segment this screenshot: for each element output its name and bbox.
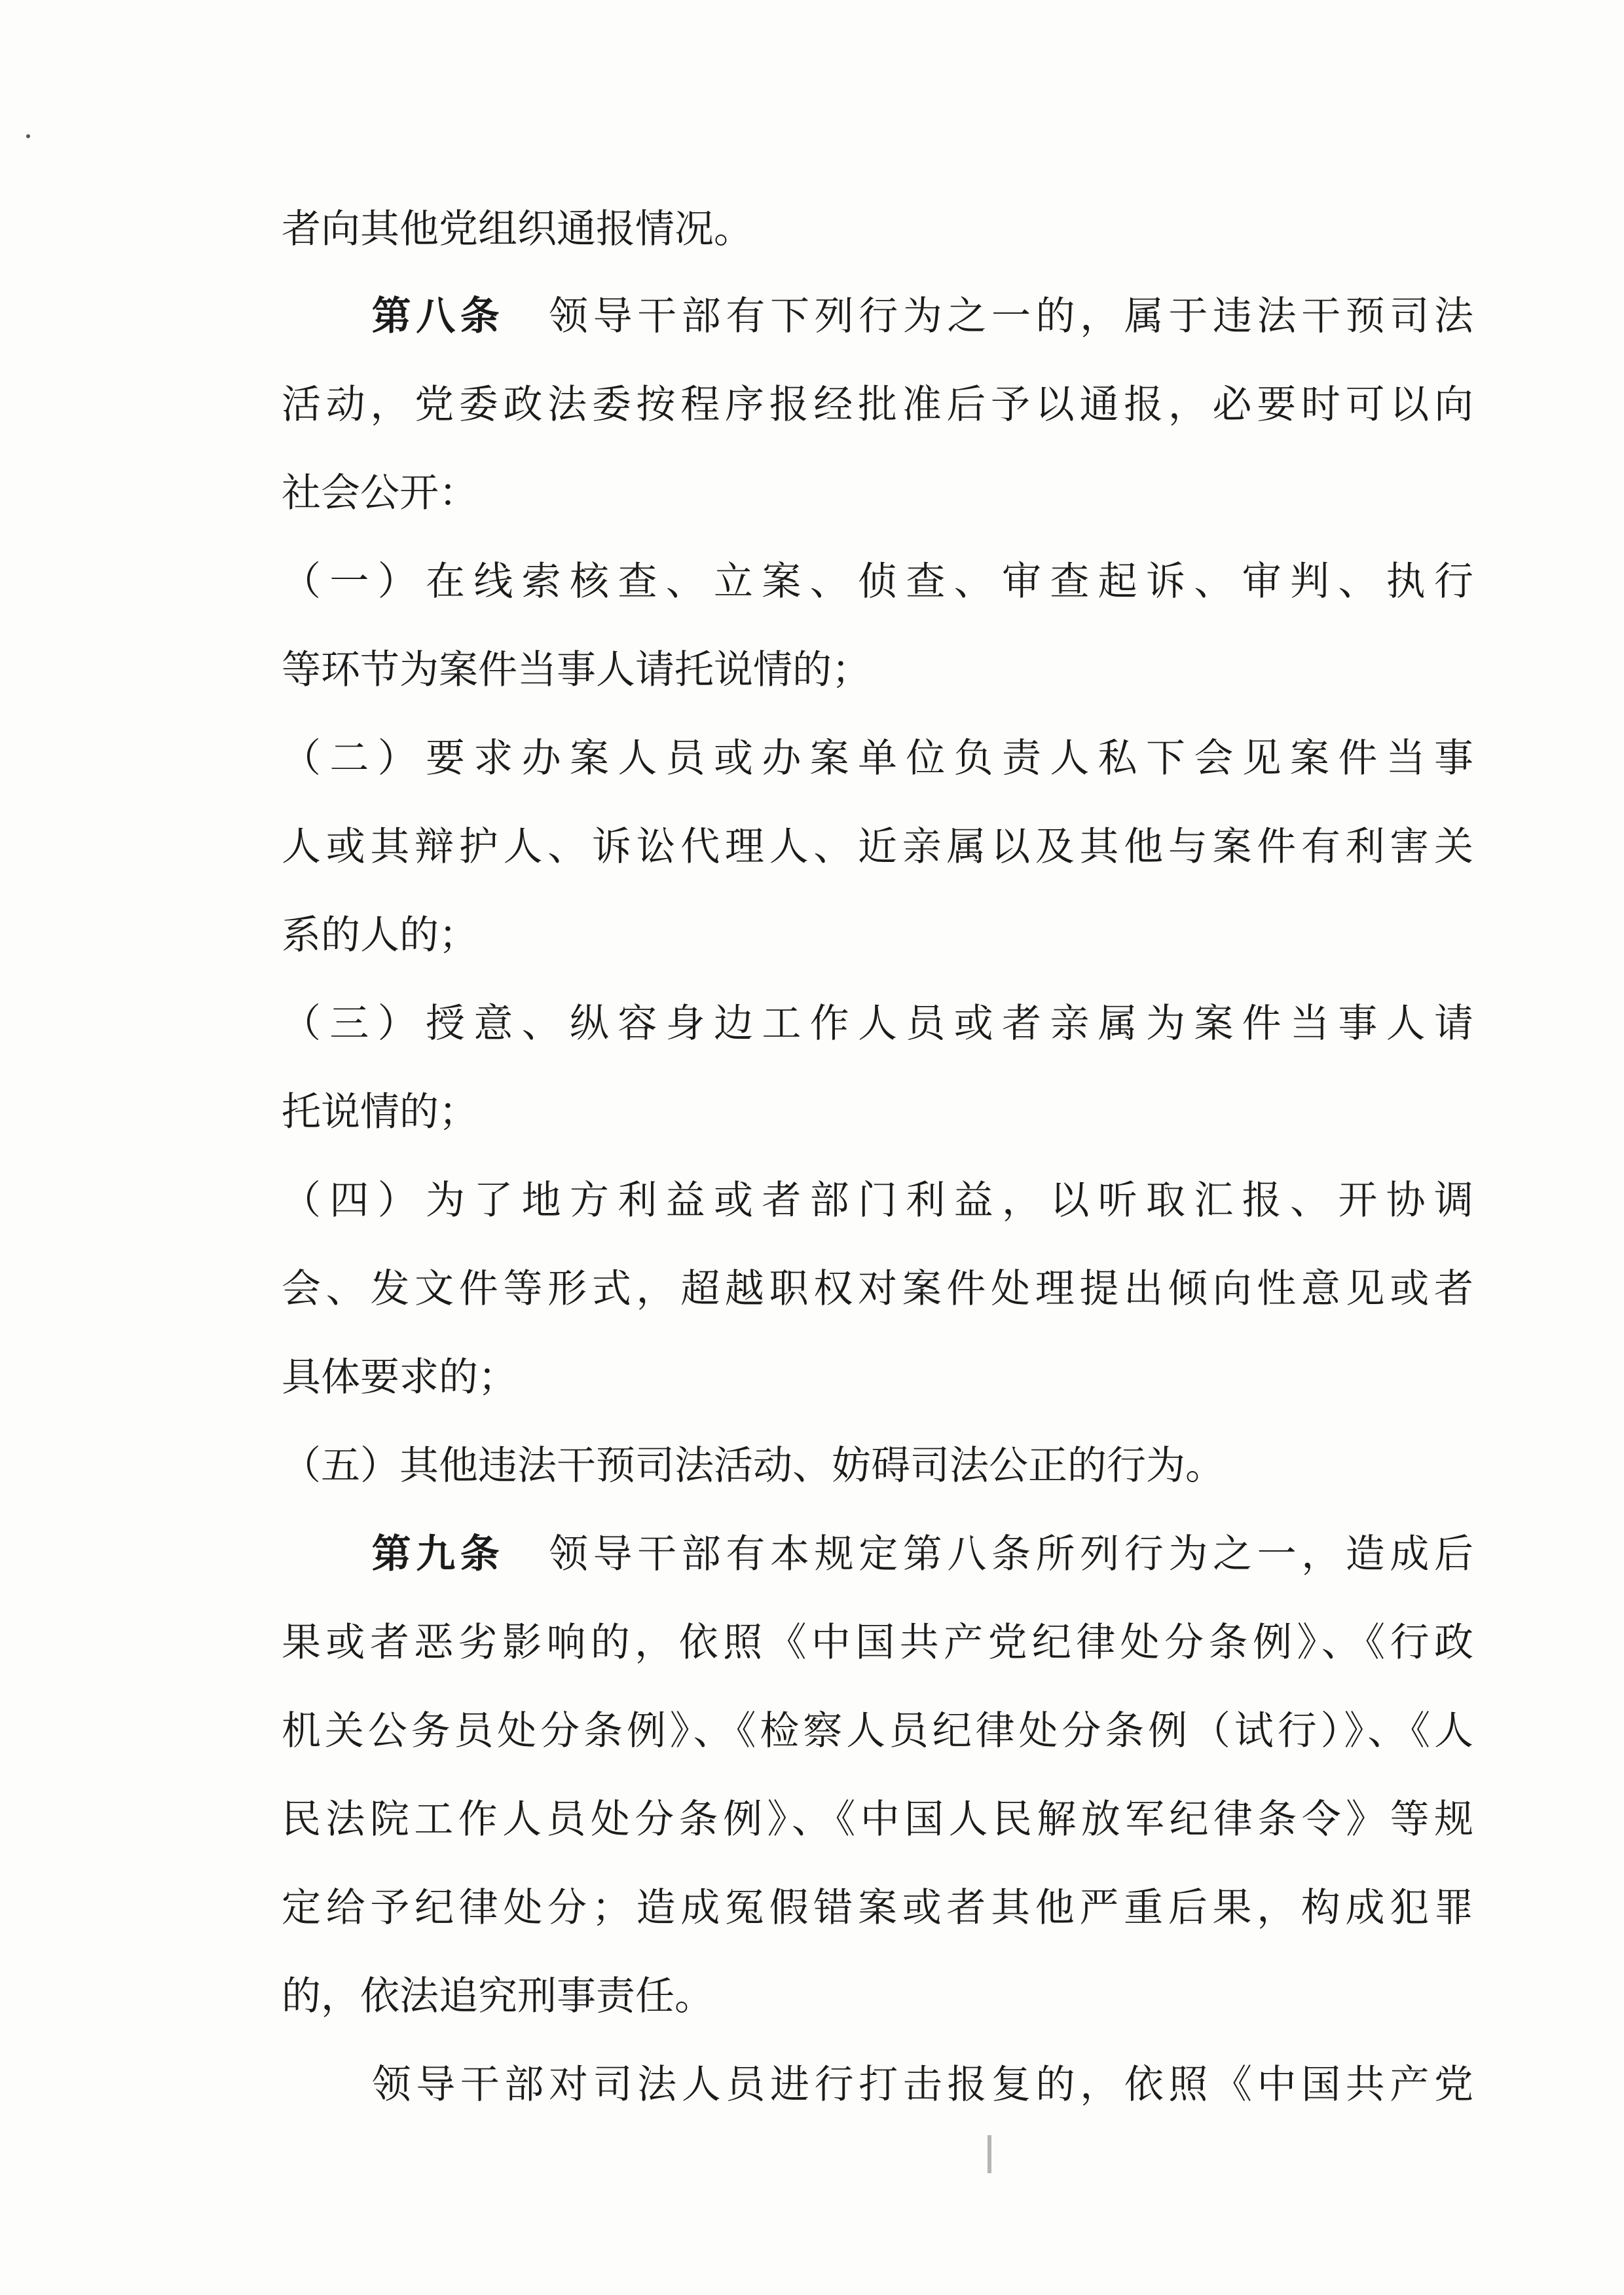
paragraph-line: 人或其辩护人、诉讼代理人、近亲属以及其他与案件有利害关 <box>282 824 1473 870</box>
list-item-1-line: （一）在线索核查、立案、侦查、审查起诉、审判、执行 <box>282 559 1473 605</box>
list-item-3-line: （三）授意、纵容身边工作人员或者亲属为案件当事人请 <box>282 1001 1473 1047</box>
paragraph-line <box>282 2059 1473 2111</box>
list-item-4-line: （四）为了地方利益或者部门利益，以听取汇报、开协调 <box>282 1178 1473 1223</box>
paragraph-line: 具体要求的； <box>282 1354 517 1400</box>
scan-speck <box>26 134 30 138</box>
page-number-mark <box>987 2135 991 2173</box>
paragraph-line: 果或者恶劣影响的，依照《中国共产党纪律处分条例》、《行政 <box>282 1620 1473 1666</box>
paragraph-line: 托说情的； <box>282 1089 478 1135</box>
paragraph-line: 民法院工作人员处分条例》、《中国人民解放军纪律条令》等规 <box>282 1797 1473 1842</box>
paragraph-line: 等环节为案件当事人请托说情的； <box>282 647 871 693</box>
article-8-first-line <box>282 290 1473 343</box>
article-8-heading: 第八条 <box>367 293 505 339</box>
paragraph-line: 机关公务员处分条例》、《检察人员纪律处分条例（试行）》、《人 <box>282 1708 1473 1754</box>
paragraph-line: 会、发文件等形式，超越职权对案件处理提出倾向性意见或者 <box>282 1266 1473 1312</box>
paragraph-line: 定给予纪律处分；造成冤假错案或者其他严重后果，构成犯罪 <box>282 1885 1473 1931</box>
paragraph-line: 者向其他党组织通报情况。 <box>282 206 753 252</box>
list-item-2-line: （二）要求办案人员或办案单位负责人私下会见案件当事 <box>282 736 1473 781</box>
paragraph-line: 的，依法追究刑事责任。 <box>282 1973 714 2019</box>
paragraph-line: 领导干部有下列行为之一的，属于违法干预司法 <box>544 293 1474 339</box>
article-9-first-line <box>282 1528 1473 1580</box>
paragraph-line: 社会公开： <box>282 470 478 516</box>
paragraph-line: 系的人的； <box>282 912 478 958</box>
paragraph-line-text: 领导干部对司法人员进行打击报复的，依照《中国共产党 <box>367 2062 1473 2108</box>
article-9-heading: 第九条 <box>367 1531 505 1577</box>
list-item-5-line: （五）其他违法干预司法活动、妨碍司法公正的行为。 <box>282 1443 1225 1489</box>
paragraph-line: 活动，党委政法委按程序报经批准后予以通报，必要时可以向 <box>282 382 1473 428</box>
paragraph-line: 领导干部有本规定第八条所列行为之一，造成后 <box>544 1531 1474 1577</box>
